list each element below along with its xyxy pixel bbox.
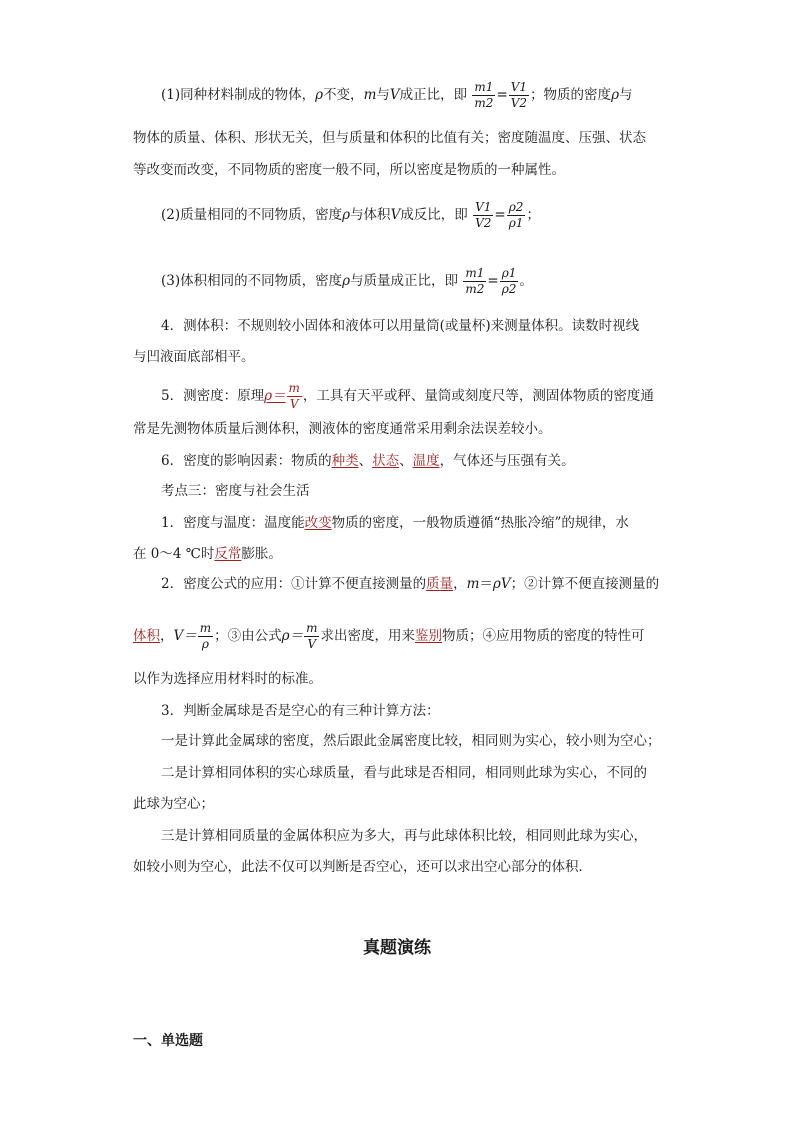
rho-symbol: ρ <box>342 273 351 289</box>
underlined-answer: 种类 <box>331 453 359 469</box>
rho-symbol: ρ <box>611 87 619 103</box>
fraction-m-v <box>304 621 319 652</box>
kaodian-3-title: 考点三：密度与社会生活 <box>161 483 310 499</box>
q2-line3: 以作为选择应用材料时的标准。 <box>133 671 322 687</box>
text: 不变， <box>323 87 364 103</box>
text: ； <box>526 207 540 223</box>
fraction-m-rho <box>198 621 213 652</box>
numerator: V1 <box>475 200 492 214</box>
rhov-symbol: ρV <box>492 576 511 592</box>
q3-title: 3．判断金属球是否是空心的有三种计算方法： <box>161 703 440 719</box>
q2-line2 <box>133 621 644 652</box>
numerator: m <box>306 621 318 635</box>
underlined-answer: 鉴别 <box>414 628 442 644</box>
text: 6．密度的影响因素：物质的 <box>161 453 332 469</box>
text: 与体积 <box>350 207 391 223</box>
text: 、 <box>399 453 413 469</box>
numerator: V1 <box>510 80 528 94</box>
text: 物质；④应用物质的密度的特性可 <box>441 628 645 644</box>
q3-method2-line1: 二是计算相同体积的实心球质量，看与此球是否相同，相同则此球为实心，不同的 <box>161 765 647 781</box>
p1-line1 <box>161 80 633 111</box>
text: 在 0～4 ℃时 <box>133 546 215 562</box>
fraction-m-v <box>287 381 302 412</box>
p4-line2: 与凹液面底部相平。 <box>133 349 255 365</box>
numerator: ρ2 <box>508 200 524 214</box>
m-symbol: m <box>363 87 377 103</box>
section-title-danxuan: 一、单选题 <box>133 1033 203 1049</box>
q2-line1 <box>161 574 659 594</box>
q3-method2-line2: 此球为空心； <box>133 796 214 812</box>
equals: = <box>494 207 506 223</box>
underlined-answer: 体积 <box>133 628 160 644</box>
text: ，工具有天平或秤、量筒或刻度尺等，测固体物质的密度通 <box>302 388 654 404</box>
text: 1．密度与温度：温度能 <box>161 515 305 531</box>
underlined-answer: 改变 <box>304 515 332 531</box>
text: ；物质的密度 <box>530 87 612 103</box>
text: 。 <box>519 273 533 289</box>
text: 与质量成正比，即 <box>350 273 459 289</box>
p6-line <box>161 451 575 471</box>
fraction-rho2-rho1 <box>507 200 526 231</box>
text: 成反比，即 <box>400 207 468 223</box>
v-symbol: V <box>390 207 401 223</box>
denominator: ρ2 <box>501 282 517 296</box>
text: 求出密度，用来 <box>320 628 415 644</box>
fraction-v1-v2 <box>473 200 493 231</box>
text: 5．测密度：原理 <box>161 388 265 404</box>
p1-line2: 物体的质量、体积、形状无关，但与质量和体积的比值有关；密度随温度、压强、状态 <box>133 130 646 146</box>
numerator: ρ1 <box>501 266 517 280</box>
q3-method3-line1: 三是计算相同质量的金属体积应为多大，再与此球体积比较，相同则此球为实心， <box>161 828 647 844</box>
p2-line <box>161 200 540 231</box>
q1-line1 <box>161 513 629 533</box>
denominator: V <box>289 397 299 411</box>
section-heading-zhenti: 真题演练 <box>363 938 431 958</box>
formula-rho: ρ＝ <box>281 628 304 644</box>
text: (3)体积相同的不同物质，密度 <box>161 273 343 289</box>
p5-line2: 常是先测物体质量后测体积，测液体的密度通常采用剩余法误差较小。 <box>133 421 552 437</box>
text: ， <box>453 576 467 592</box>
p5-line1 <box>161 381 654 412</box>
text: ， <box>160 628 174 644</box>
m-symbol: m <box>466 576 480 592</box>
rho-symbol: ρ <box>342 207 351 223</box>
text: (1)同种材料制成的物体， <box>161 87 316 103</box>
underlined-answer: 质量 <box>426 576 454 592</box>
text: 、 <box>358 453 373 469</box>
text: 与 <box>376 87 390 103</box>
text: 物质的密度，一般物质遵循“热胀冷缩”的规律，水 <box>331 515 629 531</box>
denominator: ρ1 <box>508 216 524 230</box>
text: ＝ <box>479 576 493 592</box>
q3-method1: 一是计算此金属球的密度，然后跟此金属密度比较，相同则为实心，较小则为空心； <box>161 733 661 749</box>
text: 成正比，即 <box>399 87 468 103</box>
text: 膨胀。 <box>241 546 282 562</box>
equals: = <box>487 273 499 289</box>
rho-symbol: ρ <box>315 87 324 103</box>
q3-method3-line2: 如较小则为空心，此法不仅可以判断是否空心，还可以求出空心部分的体积． <box>133 859 592 875</box>
numerator: m1 <box>465 266 485 280</box>
underlined-answer: 温度 <box>412 453 440 469</box>
fraction-v1-v2 <box>509 80 529 111</box>
denominator: m2 <box>465 282 485 296</box>
p3-line <box>161 266 533 297</box>
denominator: V <box>307 637 317 651</box>
denominator: V2 <box>475 216 492 230</box>
text: ，气体还与压强有关。 <box>439 453 575 469</box>
numerator: m <box>288 381 300 395</box>
text: 与 <box>619 87 633 103</box>
text: (2)质量相同的不同物质，密度 <box>161 207 343 223</box>
text: ；②计算不便直接测量的 <box>510 576 660 592</box>
q1-line2 <box>133 544 282 564</box>
v-symbol: V <box>389 87 400 103</box>
formula-v: V＝ <box>173 628 197 644</box>
denominator: ρ <box>201 637 209 651</box>
underlined-answer: 反常 <box>214 546 242 562</box>
text: 2．密度公式的应用：①计算不便直接测量的 <box>161 576 427 592</box>
p1-line3: 等改变而改变，不同物质的密度一般不同，所以密度是物质的一种属性。 <box>133 162 565 178</box>
numerator: m <box>199 621 212 635</box>
fraction-m1-m2 <box>472 80 495 111</box>
formula-rho: ρ＝ <box>264 388 286 404</box>
equals: = <box>496 87 508 103</box>
fraction-m1-m2 <box>463 266 486 297</box>
denominator: V2 <box>510 96 528 110</box>
fraction-rho1-rho2 <box>500 266 519 297</box>
text: ；③由公式 <box>214 628 282 644</box>
underlined-answer: 状态 <box>372 453 400 469</box>
p4-line1: 4．测体积：不规则较小固体和液体可以用量筒(或量杯)来测量体积。读数时视线 <box>161 318 640 334</box>
denominator: m2 <box>474 96 494 110</box>
numerator: m1 <box>474 80 494 94</box>
